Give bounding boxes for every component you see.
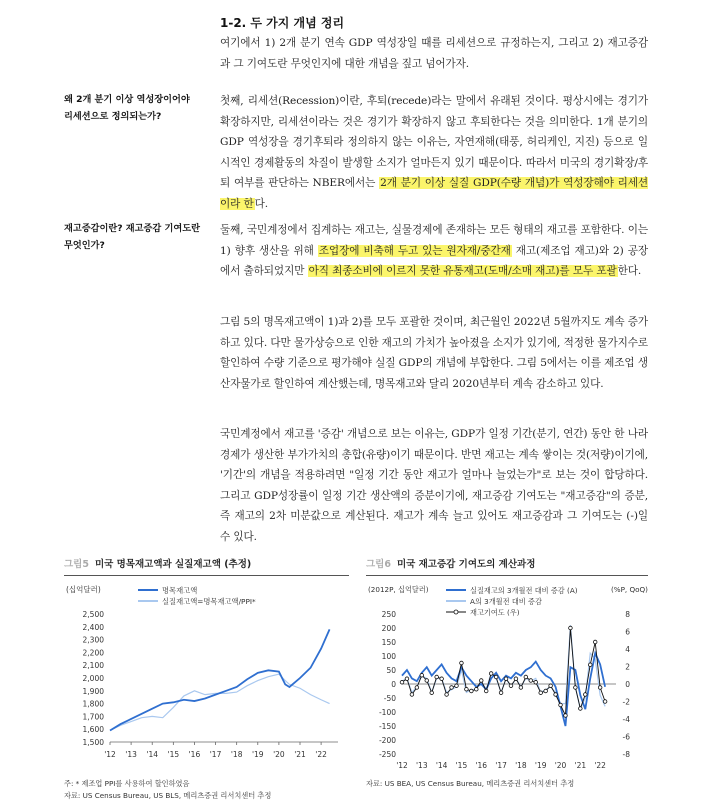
text-run: 첫째, 리세션(Recession)이란, 후퇴(recede)라는 말에서 유래된 것이다. 평상시에는 경기가 확장하지만, 리세션이라는 것은 경기가 확장하지 않고 후퇴한다는 것을 의미한다. 1개 분기의 GDP 역성장을 경기후퇴라 정의하지 않는 이유는, 자연재해(태풍, 허리케인, 지진) 등으로 일시적인 경제활동의 차질이 발생할 소지가 얼마든지 있기 때문이다. 따라서 미국의 경기확장/후퇴 여부를 판단하는 NBER에서는	[220, 95, 648, 189]
series-point	[574, 686, 578, 690]
series-point	[514, 677, 518, 681]
x-tick-label: '19	[534, 761, 547, 770]
series-point	[440, 677, 444, 681]
x-tick-label: '14	[146, 750, 159, 759]
side-question-line: 왜 2개 분기 이상 역성장이어야	[64, 94, 190, 105]
x-tick-label: '20	[273, 750, 285, 759]
series-point	[460, 661, 464, 665]
figure6-chart	[366, 580, 656, 772]
right-y-tick-label: 0	[625, 680, 630, 689]
y-tick-label: 2,300	[82, 635, 104, 645]
figure6-source: 자료: US BEA, US Census Bureau, 메리츠증권 리서치센터 추정	[366, 779, 575, 788]
y-tick-label: 1,500	[82, 738, 104, 747]
x-tick-label: '13	[125, 750, 137, 759]
series-point	[554, 693, 558, 697]
series-point	[494, 675, 498, 679]
series-point	[484, 689, 488, 693]
section-title: 1-2. 두 가지 개념 정리	[220, 16, 345, 30]
right-y-tick-label: 8	[625, 610, 630, 619]
series-line	[110, 629, 330, 730]
right-y-tick-label: 2	[625, 662, 630, 672]
series-point	[479, 679, 483, 683]
left-y-tick-label: 200	[381, 624, 396, 633]
paragraph-recession	[220, 91, 648, 214]
series-point	[569, 626, 573, 630]
series-point	[534, 680, 538, 684]
right-y-tick-label: -8	[622, 750, 630, 759]
y-tick-label: 2,200	[82, 648, 104, 658]
x-tick-label: '21	[294, 750, 306, 759]
figure6-header	[366, 556, 648, 576]
left-y-tick-label: -100	[378, 708, 396, 717]
x-tick-label: '22	[315, 750, 327, 759]
x-tick-label: '18	[230, 750, 243, 759]
x-tick-label: '19	[251, 750, 264, 759]
side-question-recession	[64, 91, 214, 125]
paragraph-inventory-change: 국민계정에서 재고를 '증감' 개념으로 보는 이유는, GDP가 일정 기간(분기, 연간) 동안 한 나라 경제가 생산한 부가가치의 총합(유량)이기 때문이다. 반면 재고는 계속 쌓이는 것(저량)이기에, '기간'의 개념을 적용하려면 "일정 기간 동안 재고가 얼마나 늘었는가"로 보는 것이 합당하다. 그리고 GDP성장률이 일정 기간 생산액의 증분이기에, 재고증감 기여도는 "재고증감"의 증분, 즉 재고의 2차 미분값으로 계산된다. 재고가 계속 늘고 있어도 재고증감과 그 기여도는 (-)일 수 있다.	[220, 428, 648, 543]
left-y-tick-label: -200	[378, 736, 396, 745]
series-point	[579, 707, 583, 711]
series-point	[598, 686, 602, 690]
y-tick-label: 2,000	[82, 674, 104, 683]
x-tick-label: '20	[554, 761, 567, 770]
series-point	[489, 672, 493, 676]
side-question-line: 재고증감이란? 재고증감 기여도란	[64, 223, 200, 234]
series-point	[425, 679, 429, 683]
highlight-text: 조업장에 비축해 두고 있는 원자재/중간재	[318, 244, 511, 257]
series-point	[559, 703, 563, 707]
series-point	[430, 691, 434, 695]
series-point	[445, 693, 449, 697]
figure5-source: 자료: US Census Bureau, US BLS, 메리츠증권 리서치센터 추정	[64, 791, 272, 800]
side-question-inventory	[64, 220, 214, 254]
x-tick-label: '17	[495, 761, 507, 770]
left-y-tick-label: 100	[381, 652, 396, 661]
figure5-header	[64, 556, 349, 576]
figure5-notes	[64, 778, 271, 802]
text-run: 재고(제조업 재고)와 2) 공장에서 출하되었지만	[220, 244, 648, 277]
series-point	[539, 691, 543, 695]
y-axis-unit: (십억달러)	[66, 585, 101, 594]
x-tick-label: '16	[188, 750, 201, 759]
paragraph-inventory	[220, 220, 648, 282]
left-y-tick-label: 0	[391, 680, 396, 689]
series-point	[470, 689, 474, 693]
intro-paragraph: 여기에서 1) 2개 분기 연속 GDP 역성장일 때를 리세션으로 규정하는지, 그리고 2) 재고증감과 그 기여도란 무엇인지에 대한 개념을 짚고 넘어가자.	[220, 37, 648, 70]
y-tick-label: 2,500	[82, 610, 104, 619]
series-point	[410, 693, 414, 697]
series-point	[475, 687, 479, 691]
x-tick-label: '17	[209, 750, 222, 759]
series-point	[588, 663, 592, 667]
left-y-tick-label: -50	[383, 694, 396, 703]
right-y-tick-label: 4	[625, 645, 630, 654]
series-point	[504, 677, 508, 681]
series-point	[524, 675, 528, 679]
x-tick-label: '18	[515, 761, 527, 770]
series-point	[544, 689, 548, 693]
x-tick-label: '15	[455, 761, 468, 770]
side-question-line: 리세션으로 정의되는가?	[64, 111, 162, 122]
series-point	[593, 640, 597, 644]
left-y-tick-label: 150	[381, 638, 396, 647]
series-point	[415, 686, 419, 690]
left-y-tick-label: -150	[378, 722, 396, 731]
series-point	[529, 679, 533, 683]
figure5-chart	[64, 580, 354, 772]
series-point	[509, 684, 513, 688]
series-point	[564, 714, 568, 718]
series-point	[465, 687, 469, 691]
series-point	[519, 686, 523, 690]
series-line	[402, 625, 605, 709]
legend-label: 실질재고의 3개월전 대비 증감 (A)	[470, 586, 578, 595]
left-y-tick-label: 250	[381, 610, 396, 619]
side-question-line: 무엇인가?	[64, 240, 105, 251]
y-tick-label: 1,900	[82, 686, 104, 696]
x-tick-label: '15	[167, 750, 180, 759]
series-line	[110, 674, 330, 730]
x-tick-label: '16	[475, 761, 488, 770]
figure5-title: 미국 명목재고액과 실질재고액 (추정)	[94, 559, 252, 570]
left-y-tick-label: -250	[378, 750, 396, 759]
y-tick-label: 2,400	[82, 622, 104, 632]
x-tick-label: '12	[104, 750, 116, 759]
series-point	[420, 673, 424, 677]
text-run: 한다.	[617, 265, 642, 277]
y-tick-label: 2,100	[82, 661, 104, 671]
right-axis-unit: (%P, QoQ)	[610, 585, 648, 594]
y-tick-label: 1,800	[82, 699, 104, 709]
legend-label: 실질재고액=명목재고액/PPI*	[162, 597, 256, 606]
series-point	[583, 693, 587, 697]
legend-marker	[454, 610, 458, 614]
x-tick-label: '12	[396, 761, 408, 770]
text-run: 둘째, 국민계정에서 집계하는 재고는, 실물경제에 존재하는 모든 형태의 재고를 포함한다. 이는 1) 향후 생산을 위해	[220, 224, 648, 257]
figure6-title: 미국 재고증감 기여도의 계산과정	[396, 559, 536, 570]
series-point	[499, 691, 503, 695]
paragraph-figure5-explanation: 그림 5의 명목재고액이 1)과 2)를 모두 포괄한 것이며, 최근월인 2022년 5월까지도 계속 증가하고 있다. 다만 물가상승으로 인한 재고의 가치가 높아졌을 소지가 있기에, 적정한 물가지수로 할인하여 수량 기준으로 평가해야 실질 GDP의 개념에 부합한다. 그림 5에서는 이를 제조업 생산자물가로 할인하여 계산했는데, 명목재고와 달리 2020년부터 계속 감소하고 있다.	[220, 316, 648, 390]
figure5-label: 그림5	[64, 559, 89, 570]
text-run: 다.	[254, 197, 269, 210]
right-y-tick-label: -2	[622, 697, 630, 707]
x-tick-label: '22	[594, 761, 606, 770]
y-tick-label: 1,600	[82, 725, 104, 735]
series-point	[435, 675, 439, 679]
right-y-tick-label: -4	[622, 715, 630, 724]
series-point	[450, 686, 454, 690]
highlight-text: 아직 최종소비에 이르지 못한 유통재고(도매/소매 재고)를 모두 포괄	[308, 265, 617, 277]
legend-label: A의 3개월전 대비 증감	[470, 597, 542, 606]
figure5-footnote: 주: * 제조업 PPI를 사용하여 할인하였음	[64, 779, 190, 788]
series-point	[549, 684, 553, 688]
x-tick-label: '13	[416, 761, 428, 770]
right-y-tick-label: 6	[625, 627, 630, 637]
highlight-text: 2개 분기 이상 실질 GDP(수량 개념)가 역성장해야 리세션이라 한	[220, 177, 648, 210]
legend-label: 재고기여도 (우)	[470, 608, 520, 617]
x-tick-label: '14	[435, 761, 448, 770]
legend-label: 명목재고액	[162, 586, 198, 595]
y-tick-label: 1,700	[82, 712, 104, 722]
series-point	[455, 684, 459, 688]
series-point	[400, 680, 404, 684]
series-point	[603, 700, 607, 704]
left-y-tick-label: 50	[386, 666, 396, 675]
right-y-tick-label: -6	[622, 732, 630, 742]
series-point	[405, 677, 409, 681]
left-axis-unit: (2012P, 십억달러)	[368, 585, 429, 594]
x-tick-label: '21	[574, 761, 587, 770]
figure6-label: 그림6	[366, 559, 391, 570]
